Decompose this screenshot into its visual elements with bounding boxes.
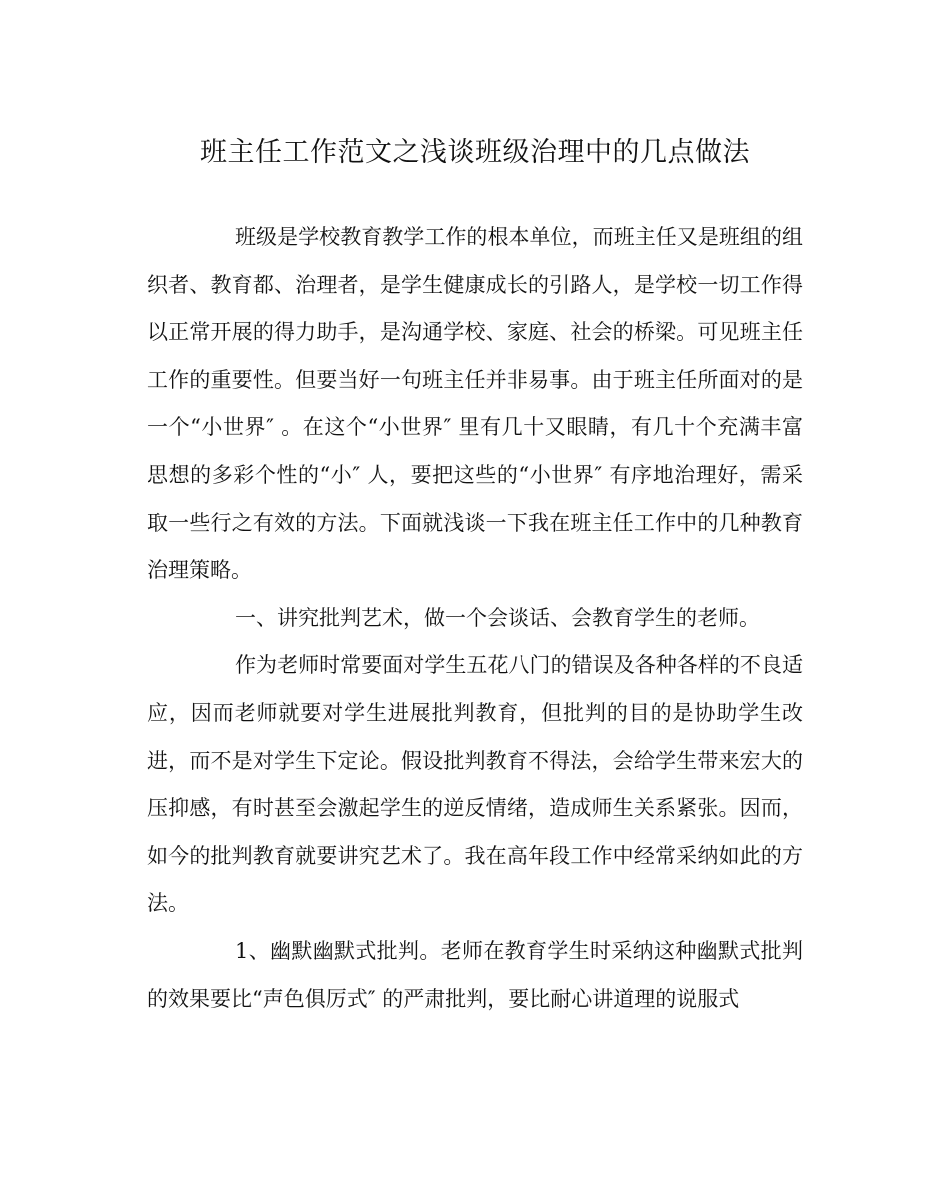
document-title: 班主任工作范文之浅谈班级治理中的几点做法 (200, 137, 750, 168)
paragraph-intro: 班级是学校教育教学工作的根本单位，而班主任又是班组的组织者、教育都、治理者，是学生健康成长的引路人，是学校一切工作得以正常开展的得力助手，是沟通学校、家庭、社会的桥梁。可见班主任工作的重要性。但要当好一句班主任并非易事。由于班主任所面对的是一个“小世界″ 。在这个“小世界″ 里有几十又眼睛，有几十个充满丰富思想的多彩个性的“小″ 人，要把这些的“小世界″ 有序地治理好，需采取一些行之有效的方法。下面就浅谈一下我在班主任工作中的几种教育治理策略。 (147, 225, 803, 583)
paragraph-humor-method: 1、幽默幽默式批判。老师在教育学生时采纳这种幽默式批判的效果要比“声色俱厉式″ 的严肃批判，要比耐心讲道理的说服式 (147, 938, 803, 1011)
paragraph-criticism: 作为老师时常要面对学生五花八门的错误及各种各样的不良适应，因而老师就要对学生进展批判教育，但批判的目的是协助学生改进，而不是对学生下定论。假设批判教育不得法，会给学生带来宏大的压抑感，有时甚至会激起学生的逆反情绪，造成师生关系紧张。因而，如今的批判教育就要讲究艺术了。我在高年段工作中经常采纳如此的方法。 (147, 653, 803, 916)
paragraph-section-heading: 一、讲究批判艺术，做一个会谈话、会教育学生的老师。 (235, 605, 760, 630)
document-body (147, 214, 803, 1023)
